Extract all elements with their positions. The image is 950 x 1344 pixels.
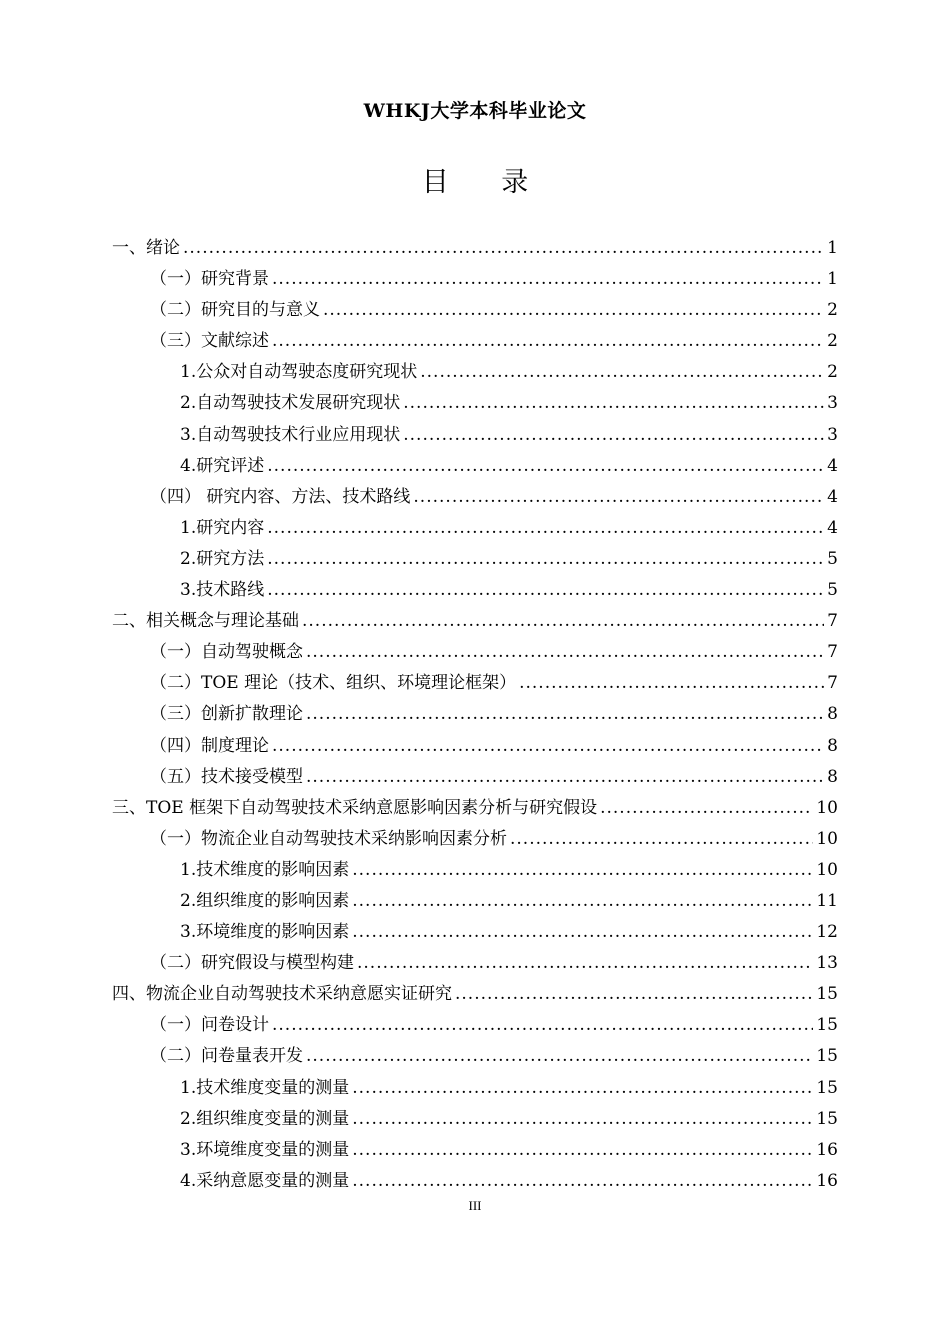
toc-leader-dots (183, 233, 824, 264)
toc-entry-page: 13 (816, 953, 838, 974)
toc-entry-label: （一）研究背景 (150, 269, 269, 290)
toc-leader-dots (272, 264, 824, 295)
toc-leader-dots (352, 1104, 813, 1135)
toc-entry-page: 8 (827, 766, 838, 787)
toc-leader-dots (267, 513, 824, 544)
toc-entry-label: 3.环境维度的影响因素 (180, 922, 350, 943)
toc-entry-label: 2.组织维度的影响因素 (180, 890, 350, 911)
toc-leader-dots (306, 762, 824, 793)
toc-leader-dots (352, 917, 813, 948)
toc-entry-label: （五）技术接受模型 (150, 766, 303, 787)
toc-entry[interactable] (112, 762, 838, 793)
toc-entry-page: 2 (827, 362, 838, 383)
toc-entry[interactable] (112, 606, 838, 637)
table-of-contents (112, 233, 838, 1197)
toc-entry[interactable] (112, 420, 838, 451)
toc-entry-label: （一）问卷设计 (150, 1015, 269, 1036)
toc-entry[interactable] (112, 1104, 838, 1135)
toc-leader-dots (420, 357, 824, 388)
toc-entry[interactable] (112, 544, 838, 575)
toc-leader-dots (403, 420, 824, 451)
toc-entry-page: 16 (816, 1139, 838, 1160)
toc-entry[interactable] (112, 513, 838, 544)
toc-entry-page: 2 (827, 331, 838, 352)
toc-entry[interactable] (112, 233, 838, 264)
toc-entry[interactable] (112, 855, 838, 886)
toc-entry-label: （二）研究假设与模型构建 (150, 953, 354, 974)
toc-entry-page: 16 (816, 1170, 838, 1191)
toc-leader-dots (600, 793, 813, 824)
toc-entry-label: （四） 研究内容、方法、技术路线 (150, 486, 411, 507)
toc-leader-dots (323, 295, 824, 326)
toc-entry[interactable] (112, 482, 838, 513)
toc-entry-label: 4.采纳意愿变量的测量 (180, 1170, 350, 1191)
toc-entry-page: 8 (827, 735, 838, 756)
toc-leader-dots (352, 1073, 813, 1104)
toc-entry-label: 2.自动驾驶技术发展研究现状 (180, 393, 401, 414)
toc-entry[interactable] (112, 979, 838, 1010)
toc-leader-dots (352, 855, 813, 886)
toc-entry-label: 二、相关概念与理论基础 (112, 611, 299, 632)
toc-entry-page: 2 (827, 300, 838, 321)
toc-leader-dots (272, 326, 824, 357)
toc-entry-label: （一）自动驾驶概念 (150, 642, 303, 663)
toc-entry-page: 7 (827, 611, 838, 632)
toc-entry-page: 15 (816, 1046, 838, 1067)
toc-entry[interactable] (112, 668, 838, 699)
toc-entry-page: 4 (827, 517, 838, 538)
toc-leader-dots (267, 544, 824, 575)
toc-entry-page: 8 (827, 704, 838, 725)
toc-entry[interactable] (112, 1166, 838, 1197)
toc-entry[interactable] (112, 451, 838, 482)
toc-entry-label: 四、物流企业自动驾驶技术采纳意愿实证研究 (112, 984, 452, 1005)
toc-entry-page: 15 (816, 1015, 838, 1036)
toc-entry-label: 3.技术路线 (180, 580, 265, 601)
toc-entry-label: 3.自动驾驶技术行业应用现状 (180, 424, 401, 445)
toc-leader-dots (267, 451, 824, 482)
toc-leader-dots (510, 824, 813, 855)
toc-entry-page: 10 (816, 797, 838, 818)
toc-entry[interactable] (112, 357, 838, 388)
toc-leader-dots (272, 1010, 813, 1041)
toc-entry-page: 3 (827, 424, 838, 445)
toc-entry-page: 3 (827, 393, 838, 414)
toc-entry-label: 4.研究评述 (180, 455, 265, 476)
toc-leader-dots (302, 606, 824, 637)
toc-entry-page: 15 (816, 984, 838, 1005)
toc-entry-label: （四）制度理论 (150, 735, 269, 756)
toc-entry[interactable] (112, 637, 838, 668)
toc-entry-label: 1.技术维度变量的测量 (180, 1077, 350, 1098)
toc-leader-dots (403, 388, 824, 419)
toc-entry-label: （三）创新扩散理论 (150, 704, 303, 725)
toc-entry-page: 15 (816, 1108, 838, 1129)
toc-entry-label: 一、绪论 (112, 238, 180, 258)
toc-entry-page: 1 (827, 238, 838, 258)
toc-leader-dots (352, 1166, 813, 1197)
toc-entry-page: 1 (827, 269, 838, 290)
document-header: WHKJ大学本科毕业论文 (363, 100, 587, 122)
toc-leader-dots (519, 668, 824, 699)
toc-title: 目 录 (421, 167, 551, 198)
toc-leader-dots (455, 979, 813, 1010)
toc-entry[interactable] (112, 575, 838, 606)
toc-leader-dots (306, 637, 824, 668)
toc-entry[interactable] (112, 1135, 838, 1166)
toc-entry-label: 2.研究方法 (180, 548, 265, 569)
toc-entry-page: 11 (816, 890, 838, 911)
toc-entry-page: 5 (827, 580, 838, 601)
toc-leader-dots (272, 731, 824, 762)
toc-entry[interactable] (112, 326, 838, 357)
toc-entry[interactable] (112, 1041, 838, 1072)
toc-entry[interactable] (112, 793, 838, 824)
toc-leader-dots (306, 1041, 813, 1072)
page-number: III (468, 1198, 482, 1213)
toc-entry-page: 12 (816, 922, 838, 943)
toc-entry-page: 15 (816, 1077, 838, 1098)
toc-entry-label: 三、TOE 框架下自动驾驶技术采纳意愿影响因素分析与研究假设 (112, 797, 598, 818)
toc-leader-dots (413, 482, 824, 513)
toc-entry-page: 5 (827, 548, 838, 569)
toc-entry[interactable] (112, 388, 838, 419)
toc-entry[interactable] (112, 1010, 838, 1041)
toc-entry-label: （二）TOE 理论（技术、组织、环境理论框架） (150, 673, 517, 694)
toc-entry[interactable] (112, 699, 838, 730)
toc-entry-label: （一）物流企业自动驾驶技术采纳影响因素分析 (150, 828, 507, 849)
toc-entry[interactable] (112, 731, 838, 762)
toc-entry-label: （三）文献综述 (150, 331, 269, 352)
toc-entry-page: 7 (827, 673, 838, 694)
toc-entry-page: 7 (827, 642, 838, 663)
toc-entry[interactable] (112, 917, 838, 948)
toc-entry[interactable] (112, 886, 838, 917)
toc-entry[interactable] (112, 264, 838, 295)
toc-entry-page: 4 (827, 455, 838, 476)
toc-entry-page: 10 (816, 828, 838, 849)
toc-leader-dots (357, 948, 813, 979)
toc-leader-dots (267, 575, 824, 606)
toc-entry[interactable] (112, 948, 838, 979)
toc-entry[interactable] (112, 1073, 838, 1104)
toc-entry-label: 1.公众对自动驾驶态度研究现状 (180, 362, 418, 383)
toc-entry-label: 1.技术维度的影响因素 (180, 859, 350, 880)
toc-entry-page: 10 (816, 859, 838, 880)
toc-entry-label: 1.研究内容 (180, 517, 265, 538)
toc-leader-dots (352, 1135, 813, 1166)
toc-leader-dots (352, 886, 813, 917)
toc-entry-page: 4 (827, 486, 838, 507)
toc-entry[interactable] (112, 295, 838, 326)
toc-entry[interactable] (112, 824, 838, 855)
toc-leader-dots (306, 699, 824, 730)
toc-entry-label: （二）研究目的与意义 (150, 300, 320, 321)
toc-entry-label: （二）问卷量表开发 (150, 1046, 303, 1067)
toc-entry-label: 2.组织维度变量的测量 (180, 1108, 350, 1129)
toc-entry-label: 3.环境维度变量的测量 (180, 1139, 350, 1160)
